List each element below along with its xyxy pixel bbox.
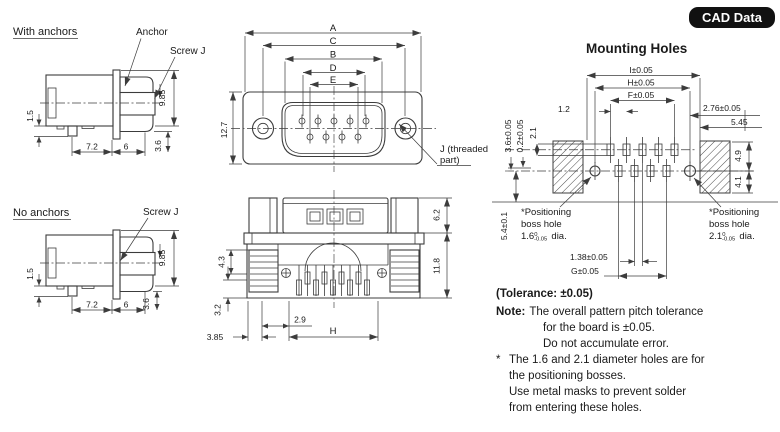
mounting-holes-title: Mounting Holes xyxy=(586,41,688,56)
star-line-2: the positioning bosses. xyxy=(509,370,626,382)
side-view-with-anchors xyxy=(13,26,206,156)
dim-boss-depth: 5.4±0.1 xyxy=(499,211,509,241)
dim-pitch: 2.76±0.05 xyxy=(703,103,741,113)
bottom-view xyxy=(207,190,452,342)
dim-b: B xyxy=(329,49,337,61)
dim-lower: 4.1 xyxy=(733,176,743,188)
cad-data-badge[interactable]: CAD Data xyxy=(689,7,775,28)
dim-row: 3.6±0.05 xyxy=(503,119,513,153)
dim-step: 1.5 xyxy=(25,110,35,122)
dim-flange-width: 6 xyxy=(123,299,129,310)
note-row xyxy=(496,304,780,320)
view-title: No anchors xyxy=(13,207,70,219)
d-shell-inner xyxy=(285,106,382,154)
flange xyxy=(113,70,120,139)
dim-edge: 5.45 xyxy=(731,117,748,127)
tolerance-note: (Tolerance: ±0.05) xyxy=(496,288,593,300)
front-view xyxy=(219,23,488,172)
view-title: With anchors xyxy=(13,26,78,38)
mounting-foot xyxy=(68,286,77,296)
dim-body-width: 7.2 xyxy=(86,141,98,152)
dim-body-width: 7.2 xyxy=(86,299,98,310)
svg-text:*Positioning: *Positioning xyxy=(709,207,760,218)
anchor-label: Anchor xyxy=(136,27,168,38)
hood-windows xyxy=(307,209,363,224)
dim-offset: 0.2±0.05 xyxy=(515,119,525,153)
dim-step: 3.2 xyxy=(212,304,223,316)
left-boss-dia: $1.6^0$ -0.05 dia. xyxy=(521,231,567,243)
screw-block xyxy=(120,93,155,116)
dim-d: D xyxy=(329,63,337,74)
dim-screw-height: 9.85 xyxy=(157,89,167,107)
j-threaded-label: J (threaded xyxy=(440,144,489,155)
screw-block xyxy=(120,253,155,276)
dim-f: F±0.05 xyxy=(627,90,655,100)
star-line-1: The 1.6 and 2.1 diameter holes are for xyxy=(509,354,705,366)
side-view-no-anchors xyxy=(13,207,179,314)
dim-height: 12.7 xyxy=(219,121,229,139)
star-note-row xyxy=(496,352,780,368)
d-shell-outer xyxy=(282,103,385,157)
dim-half-pitch: 1.38±0.05 xyxy=(570,252,608,262)
dim-a: A xyxy=(329,23,337,34)
note-line-2: for the board is ±0.05. xyxy=(543,322,655,334)
svg-text:boss hole: boss hole xyxy=(521,219,562,230)
dim-tail: 3.6 xyxy=(153,140,163,152)
dim-h: H±0.05 xyxy=(627,77,655,88)
dim-body: 11.8 xyxy=(431,258,442,274)
dim-edge: 3.85 xyxy=(206,332,224,342)
dim-flange-width: 6 xyxy=(123,141,129,152)
star-label: * xyxy=(496,354,501,366)
right-boss-note xyxy=(709,207,759,242)
dim-thread: 4.3 xyxy=(216,256,227,268)
j-threaded-label-2: part) xyxy=(440,155,460,166)
screw-j-label: Screw J xyxy=(170,46,206,57)
dim-span: H xyxy=(329,326,337,337)
dim-e: E xyxy=(329,75,337,86)
notes-block xyxy=(496,286,780,416)
left-pad-hatch xyxy=(553,141,583,193)
star-line-3: Use metal masks to prevent solder xyxy=(509,386,687,398)
mounting-foot xyxy=(68,126,77,136)
dim-c: C xyxy=(329,36,337,47)
note-label: Note: xyxy=(496,306,526,318)
dim-hood: 6.2 xyxy=(431,209,442,221)
dim-g: G±0.05 xyxy=(571,266,599,276)
dim-screw-height: 9.85 xyxy=(157,249,167,267)
dim-upper: 4.9 xyxy=(733,150,743,162)
dim-pad-width: 1.2 xyxy=(558,104,570,114)
dim-step: 1.5 xyxy=(25,268,35,280)
flange xyxy=(113,230,120,299)
right-pad-hatch xyxy=(700,141,730,193)
dim-tail: 3.6 xyxy=(141,298,151,310)
dim-i: I±0.05 xyxy=(629,65,653,75)
right-post xyxy=(391,198,418,233)
note-line-3: Do not accumulate error. xyxy=(543,338,669,350)
dim-pad-height: 2.1 xyxy=(528,127,538,139)
svg-text:boss hole: boss hole xyxy=(709,219,750,230)
dim-pin1: 2.9 xyxy=(294,314,306,325)
note-line-1: The overall pattern pitch tolerance xyxy=(529,306,704,318)
left-post xyxy=(249,198,277,233)
anchor-block xyxy=(120,77,153,93)
left-boss-note xyxy=(521,207,571,242)
mounting-holes-view xyxy=(492,41,778,279)
star-line-4: from entering these holes. xyxy=(509,402,642,414)
svg-text:*Positioning: *Positioning xyxy=(521,207,572,218)
screw-j-label: Screw J xyxy=(143,207,179,218)
solder-pins xyxy=(297,265,370,296)
right-boss-dia: $2.1^0$ -0.05 dia. xyxy=(709,231,755,243)
